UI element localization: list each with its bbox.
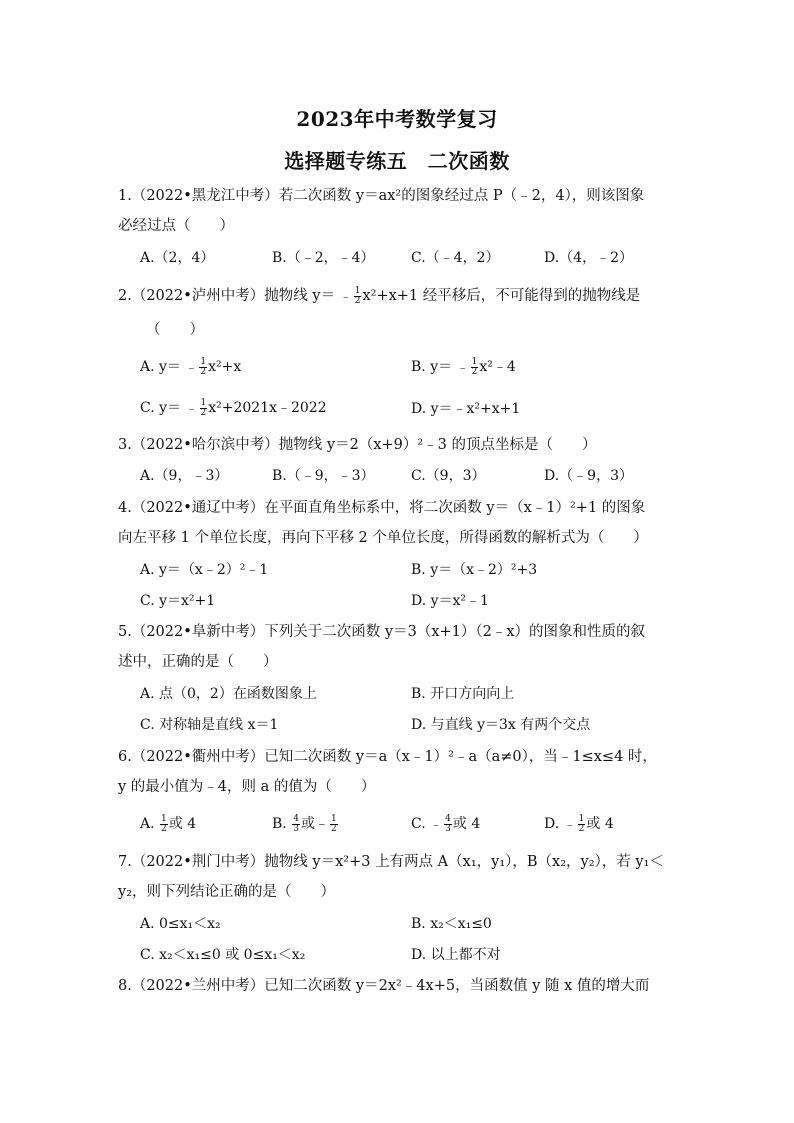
option-c-label: C. y＝	[140, 400, 186, 416]
option-c-tail: 或 4	[452, 816, 481, 832]
question-1-option-a: A.（2，4）	[140, 250, 215, 266]
question-5-option-a: A. 点（0，2）在函数图象上	[140, 686, 317, 702]
question-2-option-c	[140, 398, 327, 418]
fraction-one-half	[160, 815, 168, 834]
question-7-option-d: D. 以上都不对	[411, 947, 501, 963]
question-6-option-a	[140, 814, 196, 834]
question-7-option-a: A. 0≤x₁＜x₂	[140, 916, 221, 932]
question-8-line-1: 8.（2022•兰州中考）已知二次函数 y＝2x²﹣4x+5，当函数值 y 随 x 值的增大而	[118, 978, 650, 994]
fraction-numerator: 1	[471, 356, 478, 367]
fraction-one-half	[200, 399, 208, 418]
question-6-line-2: y 的最小值为﹣4，则 a 的值为（ ）	[118, 779, 376, 795]
option-a-tail: 或 4	[168, 816, 197, 832]
question-6-option-b	[272, 814, 339, 834]
option-d-label: D.	[544, 816, 560, 832]
option-c-label: C.	[411, 816, 426, 832]
question-5-line-2: 述中，正确的是（ ）	[118, 654, 278, 670]
question-1-line-2: 必经过点（ ）	[118, 218, 234, 234]
question-2-stem-start: 2.（2022•泸州中考）抛物线 y＝	[118, 288, 340, 304]
fraction-numerator: 1	[354, 285, 361, 296]
question-2-stem-end: x²+x+1 经平移后，不可能得到的抛物线是	[362, 288, 641, 304]
fraction-denominator: 2	[200, 407, 207, 418]
question-4-option-a: A. y＝（x﹣2）²﹣1	[140, 562, 269, 578]
fraction-numerator: 1	[200, 397, 207, 408]
question-4-option-b: B. y＝（x﹣2）²+3	[411, 562, 538, 578]
question-7-option-b: B. x₂＜x₁≤0	[411, 916, 492, 932]
option-c-expression: x²+2021x﹣2022	[208, 400, 327, 416]
option-b-or: 或﹣	[300, 816, 329, 832]
question-3-line-1: 3.（2022•哈尔滨中考）抛物线 y＝2（x+9）²﹣3 的顶点坐标是（ ）	[118, 437, 597, 453]
negative-sign: ﹣	[563, 817, 576, 831]
fraction-denominator: 2	[330, 823, 337, 834]
option-b-expression: x²﹣4	[479, 359, 516, 375]
question-6-line-1: 6.（2022•衢州中考）已知二次函数 y＝a（x﹣1）²﹣a（a≠0），当﹣1≤x≤4 时，	[118, 749, 657, 765]
option-a-label: A. y＝	[140, 359, 186, 375]
fraction-denominator: 3	[445, 823, 451, 834]
question-1-line-1: 1.（2022•黑龙江中考）若二次函数 y＝ax²的图象经过点 P（﹣2，4），则该图象	[118, 188, 645, 204]
fraction-numerator: 4	[293, 813, 299, 824]
fraction-one-half	[471, 358, 479, 377]
question-5-line-1: 5.（2022•阜新中考）下列关于二次函数 y＝3（x+1）（2﹣x）的图象和性质的叙	[118, 624, 646, 640]
question-6-option-c	[411, 814, 480, 834]
fraction-denominator: 3	[293, 823, 299, 834]
option-b-label: B. y＝	[411, 359, 457, 375]
question-6-option-d	[544, 814, 614, 834]
fraction-denominator: 2	[354, 295, 361, 306]
fraction-numerator: 4	[445, 813, 451, 824]
fraction-one-half	[199, 358, 207, 377]
question-5-option-d: D. 与直线 y＝3x 有两个交点	[411, 717, 591, 733]
question-4-line-2: 向左平移 1 个单位长度，再向下平移 2 个单位长度，所得函数的解析式为（ ）	[118, 530, 648, 546]
question-7-line-1: 7.（2022•荆门中考）抛物线 y＝x²+3 上有两点 A（x₁，y₁），B（x₂，y₂），若 y₁＜	[118, 854, 664, 870]
question-1-option-d: D.（4，﹣2）	[544, 250, 633, 266]
question-7-line-2: y₂，则下列结论正确的是（ ）	[118, 884, 336, 900]
question-3-option-a: A.（9，﹣3）	[140, 468, 229, 484]
question-2-option-a	[140, 357, 241, 377]
question-2-line-2: （ ）	[146, 322, 204, 338]
question-5-option-c: C. 对称轴是直线 x＝1	[140, 717, 279, 733]
negative-sign: ﹣	[456, 360, 469, 374]
fraction-four-thirds	[292, 815, 300, 834]
option-a-label: A.	[140, 816, 155, 832]
negative-sign: ﹣	[430, 817, 443, 831]
fraction-numerator: 1	[161, 813, 167, 824]
fraction-four-thirds	[444, 815, 452, 834]
question-5-option-b: B. 开口方向向上	[411, 686, 515, 702]
document-subtitle: 选择题专练五 二次函数	[284, 149, 510, 173]
fraction-one-half	[578, 815, 586, 834]
negative-sign: ﹣	[185, 401, 198, 415]
question-3-option-d: D.（﹣9，3）	[544, 468, 633, 484]
question-4-option-c: C. y＝x²+1	[140, 593, 216, 609]
fraction-denominator: 2	[471, 366, 478, 377]
negative-sign: ﹣	[339, 289, 352, 303]
question-1-option-c: C.（﹣4，2）	[411, 250, 500, 266]
question-3-option-b: B.（﹣9，﹣3）	[272, 468, 375, 484]
fraction-numerator: 1	[578, 813, 585, 824]
fraction-denominator: 2	[161, 823, 167, 834]
document-title: 2023年中考数学复习	[296, 107, 498, 131]
fraction-denominator: 2	[578, 823, 585, 834]
question-7-option-c: C. x₂＜x₁≤0 或 0≤x₁＜x₂	[140, 947, 306, 963]
fraction-one-half	[354, 287, 362, 306]
fraction-numerator: 1	[330, 813, 337, 824]
question-2-option-d: D. y＝﹣x²+x+1	[411, 401, 521, 417]
question-1-option-b: B.（﹣2，﹣4）	[272, 250, 375, 266]
question-2-line-1	[118, 286, 678, 306]
question-4-option-d: D. y＝x²﹣1	[411, 593, 489, 609]
option-d-tail: 或 4	[586, 816, 614, 832]
fraction-one-half	[330, 815, 338, 834]
option-a-expression: x²+x	[208, 359, 242, 375]
option-b-label: B.	[272, 816, 287, 832]
question-2-option-b	[411, 357, 516, 377]
question-4-line-1: 4.（2022•通辽中考）在平面直角坐标系中，将二次函数 y＝（x﹣1）²+1 的图象	[118, 500, 646, 516]
fraction-numerator: 1	[200, 356, 207, 367]
negative-sign: ﹣	[185, 360, 198, 374]
question-3-option-c: C.（9，3）	[411, 468, 486, 484]
fraction-denominator: 2	[200, 366, 207, 377]
